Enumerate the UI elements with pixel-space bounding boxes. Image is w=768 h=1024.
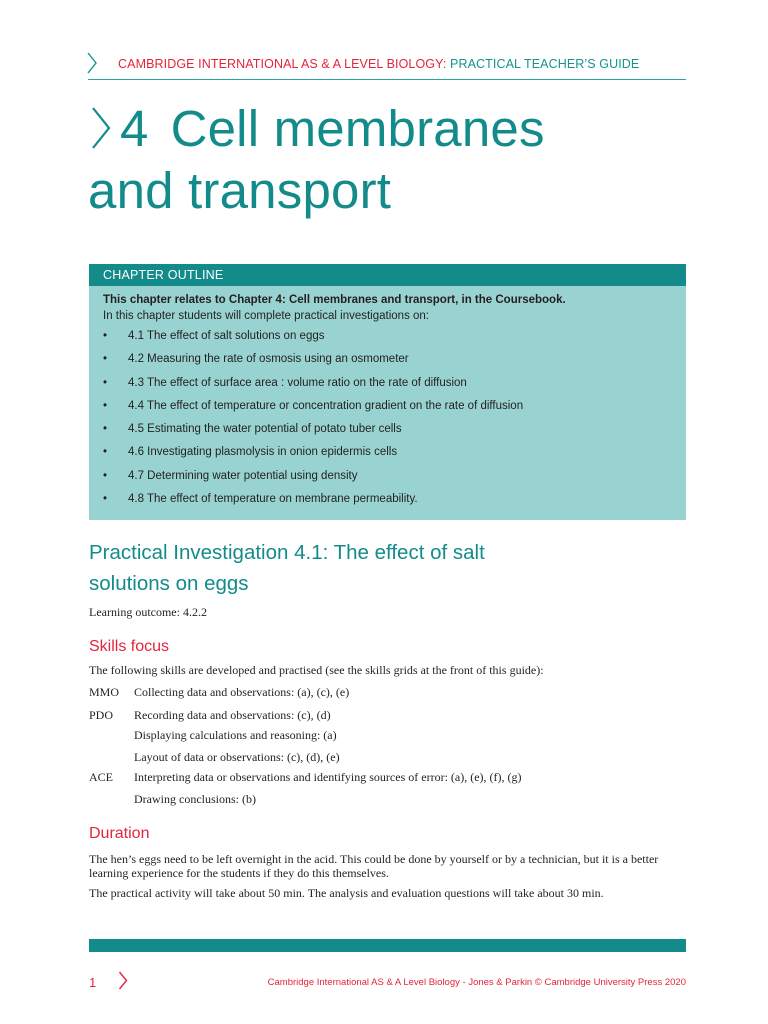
- list-item: • 4.6 Investigating plasmolysis in onion epidermis cells: [103, 442, 672, 465]
- header-rule: [88, 79, 686, 80]
- skill-text: Drawing conclusions: (b): [134, 792, 256, 806]
- skill-text: Displaying calculations and reasoning: (a): [134, 728, 337, 742]
- list-item: • 4.5 Estimating the water potential of potato tuber cells: [103, 419, 672, 442]
- investigation-title-line1: Practical Investigation 4.1: The effect of salt: [89, 541, 485, 564]
- learning-outcome: Learning outcome: 4.2.2: [89, 605, 207, 619]
- duration-heading: Duration: [89, 825, 150, 842]
- header-title: [118, 57, 639, 71]
- chapter-outline-body: [89, 286, 686, 512]
- chapter-outline-box: [89, 264, 686, 520]
- skill-text: Interpreting data or observations and identifying sources of error: (a), (e), (f), (g): [134, 770, 522, 784]
- list-item: • 4.1 The effect of salt solutions on eggs: [103, 326, 672, 349]
- skill-code: ACE: [89, 770, 113, 784]
- chapter-outline-heading: CHAPTER OUTLINE: [89, 264, 686, 286]
- chapter-title-line1: Cell membranes: [170, 100, 545, 157]
- skill-code: PDO: [89, 708, 114, 722]
- duration-paragraph-1: The hen’s eggs need to be left overnight in the acid. This could be done by yourself or by a technician, but it is a better learning experience for the students if they do this themselves.: [89, 852, 659, 880]
- footer-bar: [89, 939, 686, 952]
- list-item: • 4.3 The effect of surface area : volume ratio on the rate of diffusion: [103, 373, 672, 396]
- investigation-title-line2: solutions on eggs: [89, 572, 249, 595]
- header-suffix: PRACTICAL TEACHER’S GUIDE: [450, 57, 640, 71]
- list-item: • 4.7 Determining water potential using density: [103, 466, 672, 489]
- header-prefix: CAMBRIDGE INTERNATIONAL AS & A LEVEL BIOLOGY:: [118, 57, 447, 71]
- skill-code: MMO: [89, 685, 120, 699]
- chapter-title-line2: and transport: [88, 162, 392, 219]
- investigation-title: [89, 537, 485, 599]
- running-header: [88, 49, 686, 80]
- page-number: 1: [89, 975, 97, 990]
- duration-paragraph-2: The practical activity will take about 50 min. The analysis and evaluation questions will take about 30 min.: [89, 886, 604, 900]
- list-item: • 4.4 The effect of temperature or concentration gradient on the rate of diffusion: [103, 396, 672, 419]
- outline-bold-intro: This chapter relates to Chapter 4: Cell membranes and transport, in the Coursebook.: [103, 294, 566, 306]
- skill-text: Collecting data and observations: (a), (c), (e): [134, 685, 350, 699]
- footer-credit: Cambridge International AS & A Level Biology - Jones & Parkin © Cambridge University Press 2020: [267, 977, 686, 988]
- list-item: • 4.2 Measuring the rate of osmosis using an osmometer: [103, 349, 672, 372]
- skills-intro: The following skills are developed and practised (see the skills grids at the front of this guide):: [89, 663, 544, 677]
- skill-text: Layout of data or observations: (c), (d), (e): [134, 750, 340, 764]
- skill-text: Recording data and observations: (c), (d): [134, 708, 331, 722]
- list-item: • 4.8 The effect of temperature on membrane permeability.: [103, 489, 672, 512]
- chevron-right-icon: [118, 971, 128, 990]
- outline-list: [103, 326, 672, 512]
- chapter-title: [88, 98, 545, 222]
- chapter-number: 4: [120, 100, 149, 157]
- chevron-right-icon: [86, 52, 98, 74]
- skills-focus-heading: Skills focus: [89, 638, 170, 655]
- outline-intro: In this chapter students will complete practical investigations on:: [103, 310, 429, 322]
